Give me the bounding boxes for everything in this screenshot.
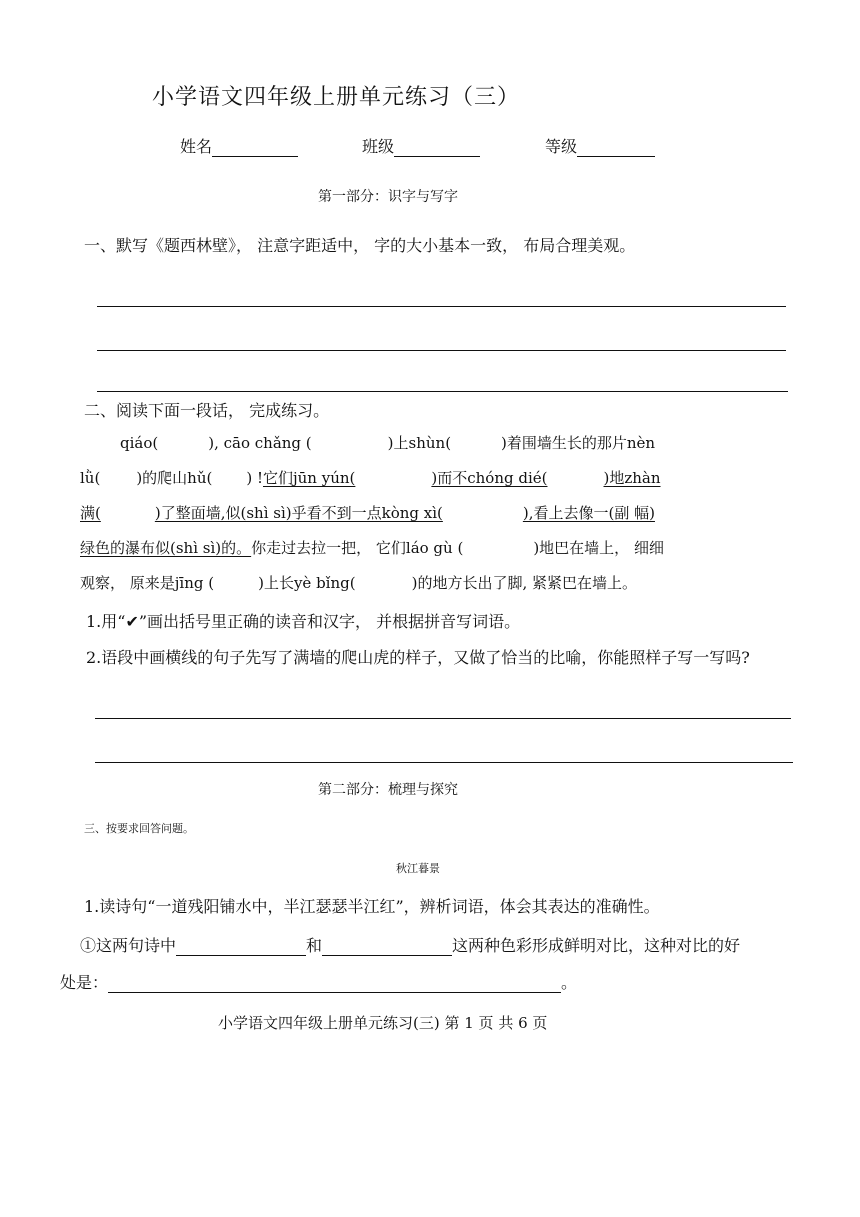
answer-line[interactable] <box>95 718 791 719</box>
name-blank[interactable] <box>212 138 298 157</box>
poem-question-1-line-2: 处是： 。 <box>60 973 578 992</box>
question-2: 二、阅读下面一段话， 完成练习。 <box>84 401 330 420</box>
passage-line-1: qiáo( ), cāo chǎng ( )上shùn( )着围墙生长的那片nèn <box>120 434 656 452</box>
answer-line[interactable] <box>97 306 786 307</box>
passage-line-4: 绿色的瀑布似(shì sì)的。你走过去拉一把， 它们láo gù ( )地巴在墙上， 细细 <box>80 539 664 557</box>
color-blank-2[interactable] <box>322 938 452 956</box>
part1-heading: 第一部分：识字与写字 <box>318 189 458 205</box>
passage-line-2: lǜ( )的爬山hǔ( ) !它们jūn yún( )而不chóng dié( )地zhàn <box>80 469 661 487</box>
name-field[interactable] <box>180 134 298 157</box>
page-footer: 小学语文四年级上册单元练习(三) 第 1 页 共 6 页 <box>218 1014 548 1032</box>
sub-question-2: 2.语段中画横线的句子先写了满墙的爬山虎的样子，又做了恰当的比喻，你能照样子写一写吗? <box>86 648 750 667</box>
class-label: 班级 <box>362 137 395 156</box>
answer-line[interactable] <box>97 350 786 351</box>
poem-question-1: 1.读诗句“一道残阳铺水中，半江瑟瑟半江红”，辨析词语，体会其表达的准确性。 <box>84 897 660 916</box>
passage-line-5: 观察， 原来是jīng ( )上长yè bǐng( )的地方长出了脚, 紧紧巴在墙上。 <box>80 574 637 592</box>
poem-title: 秋江暮景 <box>396 862 440 875</box>
question-1: 一、默写《题西林壁》， 注意字距适中， 字的大小基本一致， 布局合理美观。 <box>84 236 636 255</box>
grade-label: 等级 <box>545 137 578 156</box>
class-blank[interactable] <box>394 138 480 157</box>
part2-heading: 第二部分：梳理与探究 <box>318 782 458 798</box>
answer-line[interactable] <box>97 391 788 392</box>
grade-field[interactable] <box>545 134 655 157</box>
passage-line-3: 满( )了整面墙,似(shì sì)乎看不到一点kòng xì( ),看上去像一(副 幅) <box>80 504 655 522</box>
class-field[interactable] <box>362 134 480 157</box>
poem-question-1-line-1: ①这两句诗中 和 这两种色彩形成鲜明对比，这种对比的好 <box>80 936 741 955</box>
grade-blank[interactable] <box>577 138 655 157</box>
sub-question-1: 1.用“✔”画出括号里正确的读音和汉字， 并根据拼音写词语。 <box>86 612 521 631</box>
page-title: 小学语文四年级上册单元练习（三） <box>152 85 521 110</box>
answer-line[interactable] <box>95 762 793 763</box>
name-label: 姓名 <box>180 137 213 156</box>
color-blank-1[interactable] <box>176 938 306 956</box>
benefit-blank[interactable] <box>108 975 561 993</box>
question-3: 三、按要求回答问题。 <box>84 822 194 835</box>
